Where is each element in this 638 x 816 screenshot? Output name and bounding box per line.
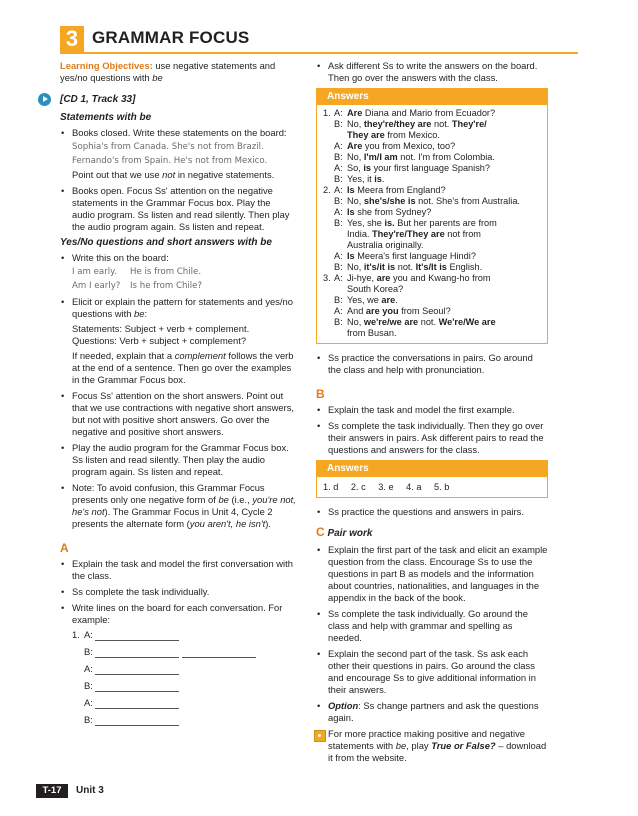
- bullet-text: Ss practice the questions and answers in pairs.: [328, 506, 524, 517]
- answer-bold: is: [363, 163, 372, 173]
- conv-line: [72, 663, 296, 675]
- speaker-label: A:: [334, 185, 343, 195]
- list-item: [316, 60, 548, 84]
- bullet-text: Elicit or explain the pattern for statements and yes/no questions with: [72, 296, 293, 319]
- section-c-list: [316, 544, 548, 724]
- bullet-text-be: be: [134, 308, 145, 319]
- bullet-text: ). The Grammar Focus in Unit 4, Cycle 2 presents the alternate form (: [72, 506, 273, 529]
- answer-bold: Are: [347, 108, 363, 118]
- answer-bold: Is: [347, 185, 355, 195]
- right-column: [316, 60, 548, 764]
- answer-line: [323, 141, 541, 152]
- track-label: [CD 1, Track 33]: [60, 94, 136, 105]
- item-number: 1.: [323, 108, 331, 118]
- answer-bold: is: [374, 174, 382, 184]
- answer-text: No,: [347, 196, 364, 206]
- note-text-end: follows the verb at the end of a sentence. Then go over the examples in the Grammar Focus box.: [72, 350, 294, 385]
- answer-line: [323, 229, 541, 240]
- list-item: [60, 185, 296, 233]
- bullet-text: Ss complete the task individually. Go around the class and help with grammar and spelling as needed.: [328, 608, 528, 643]
- answer-bold: they're/they are: [363, 119, 432, 129]
- answer-text: Meera from England?: [354, 185, 446, 195]
- answer-text: And: [347, 306, 366, 316]
- left-column: [60, 60, 296, 731]
- bullet-text-be: be: [218, 494, 229, 505]
- answer-text: .: [395, 295, 398, 305]
- item-number: 2.: [323, 185, 331, 195]
- speaker-label: A:: [334, 251, 343, 261]
- bullet-text: Ss complete the task individually. Then they go over their answers in pairs. Ask different pairs to read the questions and answers for the class.: [328, 420, 544, 455]
- pattern-questions: Questions: Verb + subject + complement?: [72, 335, 247, 346]
- speaker-label: B:: [334, 317, 343, 327]
- speaker-label: B:: [334, 152, 343, 162]
- statements-list: [60, 127, 296, 233]
- answer-blank: [95, 682, 179, 692]
- board-line: Sophia's from Canada. She's not from Brazil.: [72, 142, 264, 152]
- answer-text: So,: [347, 163, 364, 173]
- answer-line: [323, 174, 541, 185]
- complement-note: [72, 350, 296, 386]
- answer-bold: We're/We are: [438, 317, 496, 327]
- lo-label: Learning Objectives:: [60, 60, 153, 71]
- answer-text: Yes, we: [347, 295, 382, 305]
- answer-text: .: [381, 174, 385, 184]
- list-item: [316, 648, 548, 696]
- speaker-label: A:: [334, 273, 343, 283]
- answer-text: not from: [444, 229, 481, 239]
- page-number: T-17: [36, 784, 68, 798]
- speaker-label: A:: [84, 663, 93, 674]
- answer-line: [323, 273, 541, 284]
- list-item: [60, 602, 296, 726]
- bullet-text: Ask different Ss to write the answers on the board. Then go over the answers with the class.: [328, 60, 538, 83]
- lo-text-be: be: [152, 72, 163, 83]
- answer-text: English.: [446, 262, 483, 272]
- answer-bold: are: [376, 273, 391, 283]
- section-b-list: [316, 404, 548, 456]
- extra-practice-note: [316, 728, 548, 764]
- section-a-heading: A: [60, 541, 69, 555]
- bullet-text: Write lines on the board for each conversation. For example:: [72, 602, 283, 625]
- answer-line: [323, 119, 541, 130]
- answer-line: [323, 262, 541, 273]
- answer-text: not. I'm from Colombia.: [397, 152, 495, 162]
- list-item: [316, 420, 548, 456]
- speaker-label: A:: [334, 108, 343, 118]
- note-text: If needed, explain that a: [72, 350, 175, 361]
- answer-text: you and Kwang-ho from: [390, 273, 491, 283]
- section-letter: C: [316, 525, 325, 539]
- dice-icon: [314, 730, 326, 742]
- bullet-text: Books open. Focus Ss' attention on the negative statements in the Grammar Focus box. Play the audio program. Ss listen and read silently. Then play the audio program again. Ss listen and repeat.: [72, 185, 290, 232]
- answer-text: from Mexico.: [384, 130, 440, 140]
- answer-text: Yes, it: [347, 174, 375, 184]
- answer-line: [323, 163, 541, 174]
- note-text: Point out that we use: [72, 169, 163, 180]
- conv-line: [72, 629, 296, 641]
- speaker-label: B:: [84, 680, 93, 691]
- answer-item: 2. c: [350, 482, 366, 492]
- answer-text: Diana and Mario from Ecuador?: [362, 108, 496, 118]
- section-title: Pair work: [327, 528, 373, 539]
- list-item: [316, 506, 548, 518]
- note-text-not: not: [162, 169, 176, 180]
- list-item: [60, 296, 296, 386]
- answers-title: Answers: [317, 461, 547, 477]
- speaker-label: B:: [334, 218, 343, 228]
- bullet-text: Ss complete the task individually.: [72, 586, 210, 597]
- answer-text: Yes, she: [347, 218, 385, 228]
- answer-bold: They're/: [451, 119, 487, 129]
- bullet-text: ).: [265, 518, 271, 529]
- answer-text: No,: [347, 119, 364, 129]
- answer-line: [323, 306, 541, 317]
- answer-bold: Is: [347, 251, 355, 261]
- answer-bold: it's/it is: [363, 262, 396, 272]
- learning-objectives: [60, 60, 296, 84]
- answer-text: India.: [347, 229, 373, 239]
- answer-bold: she's/she is: [363, 196, 416, 206]
- intro-list: [316, 60, 548, 84]
- bullet-text: Books closed. Write these statements on the board:: [72, 127, 287, 138]
- bullet-text: Note: To avoid confusion, this Grammar Focus presents only one negative form of: [72, 482, 265, 505]
- answer-text: you from Mexico, too?: [362, 141, 456, 151]
- section-number: 3: [60, 26, 84, 52]
- list-item: [60, 558, 296, 582]
- answer-text: not.: [431, 119, 452, 129]
- conv-line: [72, 697, 296, 709]
- yes-no-heading: Yes/No questions and short answers with be: [60, 237, 272, 248]
- list-item: [60, 442, 296, 478]
- answer-item: 1. d: [323, 482, 339, 492]
- conv-line: [72, 714, 296, 726]
- answer-text: not. She's from Australia.: [415, 196, 520, 206]
- list-item: [60, 482, 296, 530]
- answer-bold: Are: [347, 141, 363, 151]
- answer-line: [323, 185, 541, 196]
- answer-line: [323, 317, 541, 328]
- speaker-label: A:: [334, 163, 343, 173]
- speaker-label: B:: [334, 262, 343, 272]
- pairs-list: [316, 506, 548, 518]
- answer-text: Ji-hye,: [347, 273, 377, 283]
- conversation-template: [72, 629, 296, 726]
- answer-line: South Korea?: [347, 284, 404, 294]
- answer-line: [323, 130, 541, 141]
- conv-line: [72, 680, 296, 692]
- note-text: For more practice making positive and negative statements with: [328, 728, 525, 751]
- bullet-text: Explain the task and model the first conversation with the class.: [72, 558, 293, 581]
- section-title: GRAMMAR FOCUS: [92, 28, 250, 47]
- answer-bold: It's/It is: [415, 262, 447, 272]
- list-item: [316, 352, 548, 376]
- speaker-label: B:: [334, 295, 343, 305]
- answer-blank: [95, 716, 179, 726]
- answer-text: she from Sydney?: [354, 207, 432, 217]
- answer-blank: [95, 631, 179, 641]
- lo-text: use negative statements and yes/no questions with: [60, 60, 276, 83]
- answer-item: 5. b: [434, 482, 450, 492]
- board-line: [72, 266, 296, 278]
- note-text-end: in negative statements.: [175, 169, 275, 180]
- note-text: – download it from the website.: [328, 740, 547, 763]
- answer-text: Meera's first language Hindi?: [354, 251, 476, 261]
- answer-text: No,: [347, 262, 364, 272]
- speaker-label: A:: [334, 207, 343, 217]
- item-number: 3.: [323, 273, 331, 283]
- conv-number: 1.: [72, 629, 80, 640]
- answer-item: 3. e: [378, 482, 394, 492]
- list-item: [316, 544, 548, 604]
- bullet-text: Write this on the board:: [72, 252, 169, 263]
- list-item: [60, 252, 296, 292]
- answer-bold: I'm/I am: [363, 152, 398, 162]
- answer-blank: [95, 665, 179, 675]
- note-text-be: be: [395, 740, 407, 751]
- answer-bold: are you: [365, 306, 399, 316]
- answer-blank: [95, 648, 179, 658]
- pattern-statements: Statements: Subject + verb + complement.: [72, 323, 250, 334]
- conv-line: [72, 646, 296, 658]
- speaker-label: B:: [84, 646, 93, 657]
- list-item: [60, 586, 296, 598]
- option-label: Option: [328, 700, 359, 711]
- answers-body: [317, 105, 547, 343]
- answer-line: [323, 251, 541, 262]
- note-text: , play: [406, 740, 432, 751]
- answer-blank: [182, 648, 256, 658]
- game-link[interactable]: True or False?: [431, 740, 496, 751]
- answer-item: 4. a: [406, 482, 422, 492]
- answer-text: No,: [347, 152, 364, 162]
- board-line: Fernando's from Spain. He's not from Mexico.: [72, 156, 268, 166]
- answer-text: not.: [395, 262, 416, 272]
- speaker-label: A:: [334, 306, 343, 316]
- bullet-text: : Ss change partners and ask the questions again.: [328, 700, 539, 723]
- bullet-text-example: you aren't, he isn't: [189, 518, 266, 529]
- speaker-label: A:: [84, 629, 93, 640]
- note: [72, 169, 296, 181]
- speaker-label: A:: [334, 141, 343, 151]
- board-text: He is from Chile.: [130, 267, 202, 277]
- answer-bold: They're/They are: [372, 229, 445, 239]
- answer-bold: Is: [347, 207, 355, 217]
- practice-list: [316, 352, 548, 376]
- answers-box: [316, 88, 548, 344]
- answer-text: But her parents are from: [394, 218, 497, 228]
- statements-heading: Statements with be: [60, 112, 152, 123]
- answers-box-b: [316, 460, 548, 498]
- answer-line: [323, 295, 541, 306]
- answer-bold: They are: [347, 130, 385, 140]
- answer-blank: [95, 699, 179, 709]
- answers-title: Answers: [317, 89, 547, 105]
- speaker-label: B:: [84, 714, 93, 725]
- answer-line: [323, 152, 541, 163]
- answer-line: from Busan.: [347, 328, 397, 338]
- audio-track: [60, 94, 296, 106]
- list-item: [316, 404, 548, 416]
- yes-no-list: [60, 252, 296, 530]
- speaker-label: B:: [334, 196, 343, 206]
- answer-text: No,: [347, 317, 364, 327]
- answer-text: not.: [418, 317, 439, 327]
- bullet-text-example: you're not, he's not: [72, 494, 296, 517]
- list-item: [60, 127, 296, 181]
- bullet-text: Explain the task and model the first example.: [328, 404, 515, 415]
- answers-body: [317, 477, 547, 497]
- speaker-label: A:: [84, 697, 93, 708]
- answer-bold: is.: [384, 218, 395, 228]
- board-text: Am I early?: [72, 281, 121, 291]
- answer-line: [323, 218, 541, 229]
- note-term: complement: [174, 350, 226, 361]
- speaker-label: B:: [334, 174, 343, 184]
- speaker-label: B:: [334, 119, 343, 129]
- board-text: Is he from Chile?: [130, 281, 203, 291]
- audio-play-icon[interactable]: [38, 93, 51, 106]
- header-rule: [60, 52, 578, 54]
- section-c-heading: [316, 526, 548, 540]
- answer-line: [323, 196, 541, 207]
- unit-label: Unit 3: [76, 785, 104, 796]
- answer-line: [323, 108, 541, 119]
- section-b-heading: B: [316, 387, 325, 401]
- bullet-text: Ss practice the conversations in pairs. Go around the class and help with pronunciation.: [328, 352, 533, 375]
- bullet-text: (i.e.,: [228, 494, 253, 505]
- bullet-text: Play the audio program for the Grammar Focus box. Ss listen and read silently. Then play the audio program again. Ss listen and repeat.: [72, 442, 289, 477]
- answer-bold: are: [381, 295, 396, 305]
- answer-line: [323, 207, 541, 218]
- board-text: I am early.: [72, 267, 117, 277]
- bullet-text: Focus Ss' attention on the short answers. Point out that we use contractions with negative short answers, but not with positive short answers. Go over the negative and positive short answers.: [72, 390, 294, 437]
- list-item: [316, 608, 548, 644]
- bullet-text: Explain the first part of the task and elicit an example question from the class. Encourage Ss to use the questions in part B as models and the information about countries, nationalities, and languages in the appendix in the back of the book.: [328, 544, 548, 603]
- list-item: [316, 700, 548, 724]
- section-a-list: [60, 558, 296, 726]
- answer-bold: we're/we are: [363, 317, 419, 327]
- board-line: [72, 280, 296, 292]
- answer-text: from Seoul?: [398, 306, 451, 316]
- answer-text: your first language Spanish?: [371, 163, 491, 173]
- list-item: [60, 390, 296, 438]
- bullet-text-colon: :: [144, 308, 148, 319]
- bullet-text: Explain the second part of the task. Ss ask each other their questions in pairs. Go around the class and encourage Ss to give additional information in their answers.: [328, 648, 536, 695]
- answer-line: Australia originally.: [347, 240, 424, 250]
